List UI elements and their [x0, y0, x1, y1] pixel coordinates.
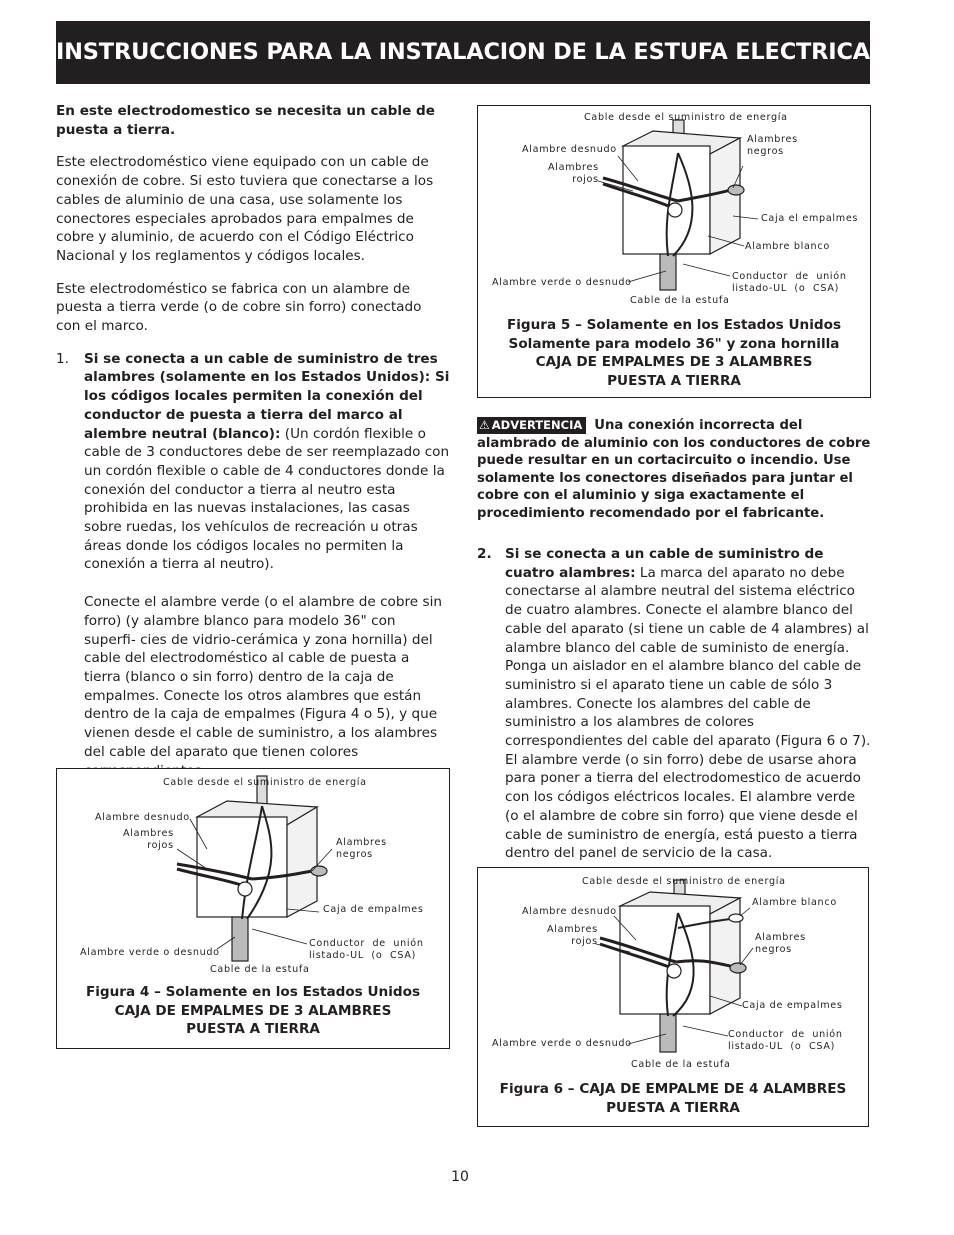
label-black-wires: Alambres negros: [336, 837, 387, 860]
list-number: 1.: [56, 350, 69, 367]
figure-5-caption: Figura 5 – Solamente en los Estados Unidos Solamente para modelo 36" y zona hornilla CAJA DE EMPALMES DE 3 ALAMBRES PUESTA A TIERRA: [506, 317, 842, 389]
label-bonding-conductor: Conductor de unión listado-UL (o CSA): [309, 938, 424, 961]
item2-text: La marca del aparato no debe conectarse al alambre neutral del sistema eléctrico de cuatro alambres. Conecte el alambre blanco del cable del aparato (si tiene un cable de 4 alambres) al alambre blanco del cable de suministo de energía. Ponga un aislador en el alambre blanco del cable de suministro si el aparato tiene un cable de sólo 3 alambres. Conecte los alambres del cable de suministro a los alambres de colores correspondientes del cable del aparato (Figura 6 o 7). El alambre verde (o sin forro) debe de usarse ahora para poner a tierra del electrodomestico de acuerdo con los códigos eléctricos locales. El alambre verde (o el alambre de cobre sin forro) que viene desde el cable de suministro de energía, está puesto a tierra dentro del panel de servicio de la casa.: [505, 564, 871, 862]
label-bare-wire: Alambre desnudo: [522, 144, 617, 155]
figure-4: [56, 768, 450, 1049]
item1-text: (Un cordón flexible o cable de 3 conductores debe de ser reemplazado con un cordón flexible o cable de 4 conductores donde la conexión del conductor a tierra al neutro esta prohibida en las nuevas instalaciones, las casas sobre ruedas, los vehículos de recreación u otras áreas donde los códigos locales no permiten la conexión a tierra al neutro).: [84, 425, 450, 573]
label-black-wires: Alambres negros: [755, 932, 806, 955]
left-column: [56, 102, 450, 794]
warning-badge: ⚠ ADVERTENCIA: [477, 417, 586, 434]
label-green-wire: Alambre verde o desnudo: [80, 947, 220, 958]
ground-heading: En este electrodomestico se necesita un cable de puesta a tierra.: [56, 103, 435, 138]
label-junction-box: Caja el empalmes: [761, 213, 859, 224]
label-range-cable: Cable de la estufa: [631, 1059, 731, 1070]
list-item-2: [477, 545, 871, 877]
label-range-cable: Cable de la estufa: [630, 295, 730, 306]
label-black-wires: Alambres negros: [747, 134, 798, 157]
label-white-wire: Alambre blanco: [745, 241, 830, 252]
page-title: INSTRUCCIONES PARA LA INSTALACION DE LA ESTUFA ELECTRICA: [56, 21, 870, 84]
label-bare-wire: Alambre desnudo: [95, 812, 190, 823]
label-supply-cable: Cable desde el suministro de energía: [584, 112, 788, 123]
label-red-wires: Alambres rojos: [123, 828, 174, 851]
label-supply-cable: Cable desde el suministro de energía: [163, 777, 367, 788]
item2-bold: Si se conecta a un cable de suministro de cuatro alambres:: [505, 546, 824, 581]
label-supply-cable: Cable desde el suministro de energía: [582, 876, 786, 887]
label-green-wire: Alambre verde o desnudo: [492, 277, 632, 288]
item1-bold: Si se conecta a un cable de suministro de tres alambres (solamente en los Estados Unidos): Si los códigos locales permiten la conexión del conductor de puesta a tierra del marco al alembre neutral (blanco):: [84, 350, 450, 442]
label-bare-wire: Alambre desnudo: [522, 906, 617, 917]
warning-block: [477, 417, 871, 523]
label-bonding-conductor: Conductor de unión listado-UL (o CSA): [732, 271, 847, 294]
label-junction-box: Caja de empalmes: [742, 1000, 843, 1011]
label-red-wires: Alambres rojos: [548, 162, 599, 185]
copper-paragraph: Este electrodoméstico viene equipado con un cable de conexión de cobre. Si esto tuviera que conectarse a los cables de aluminio de una casa, use solamente los conectores especiales aprobados para empalmes de cobre y aluminio, de acuerdo con el Código Eléctrico Nacional y los reglamentos y códigos locales.: [56, 154, 434, 264]
label-green-wire: Alambre verde o desnudo: [492, 1038, 632, 1049]
figure-4-caption: Figura 4 – Solamente en los Estados Unidos CAJA DE EMPALMES DE 3 ALAMBRES PUESTA A TIERRA: [85, 984, 421, 1037]
warning-text: Una conexión incorrecta del alambrado de aluminio con los conductores de cobre puede resultar en un cortacircuito o incendio. Use solamente los conectores diseñados para juntar el cobre con el aluminio y siga exactamente el procedimiento recomendado por el fabricante.: [477, 418, 871, 521]
label-red-wires: Alambres rojos: [547, 924, 598, 947]
label-white-wire: Alambre blanco: [752, 897, 837, 908]
figure-5: [477, 105, 871, 398]
label-range-cable: Cable de la estufa: [210, 964, 310, 975]
green-wire-paragraph: Este electrodoméstico se fabrica con un alambre de puesta a tierra verde (o de cobre sin forro) conectado con el marco.: [56, 280, 422, 335]
page-number: 10: [451, 1169, 469, 1185]
figure-6: [477, 867, 869, 1127]
list-number: 2.: [477, 546, 492, 562]
list-item-1: [56, 350, 450, 780]
warning-icon: ⚠: [479, 418, 490, 432]
figure-6-caption: Figura 6 – CAJA DE EMPALME DE 4 ALAMBRES PUESTA A TIERRA: [499, 1081, 847, 1116]
label-junction-box: Caja de empalmes: [323, 904, 424, 915]
label-bonding-conductor: Conductor de unión listado-UL (o CSA): [728, 1029, 843, 1052]
item1-connect-paragraph: Conecte el alambre verde (o el alambre de cobre sin forro) (y alambre blanco para modelo 36" con superfi- cies de vidrio-cerámica y zona hornilla) del cable del electrodoméstico al cable de puesta a tierra (blanco o sin forro) dentro de la caja de empalmes. Conecte los otros alambres que están dentro de la caja de empalmes (Figura 4 o 5), y que vienen desde el cable de suministro, a los alambres del cable del aparato que tienen colores: [84, 594, 442, 760]
